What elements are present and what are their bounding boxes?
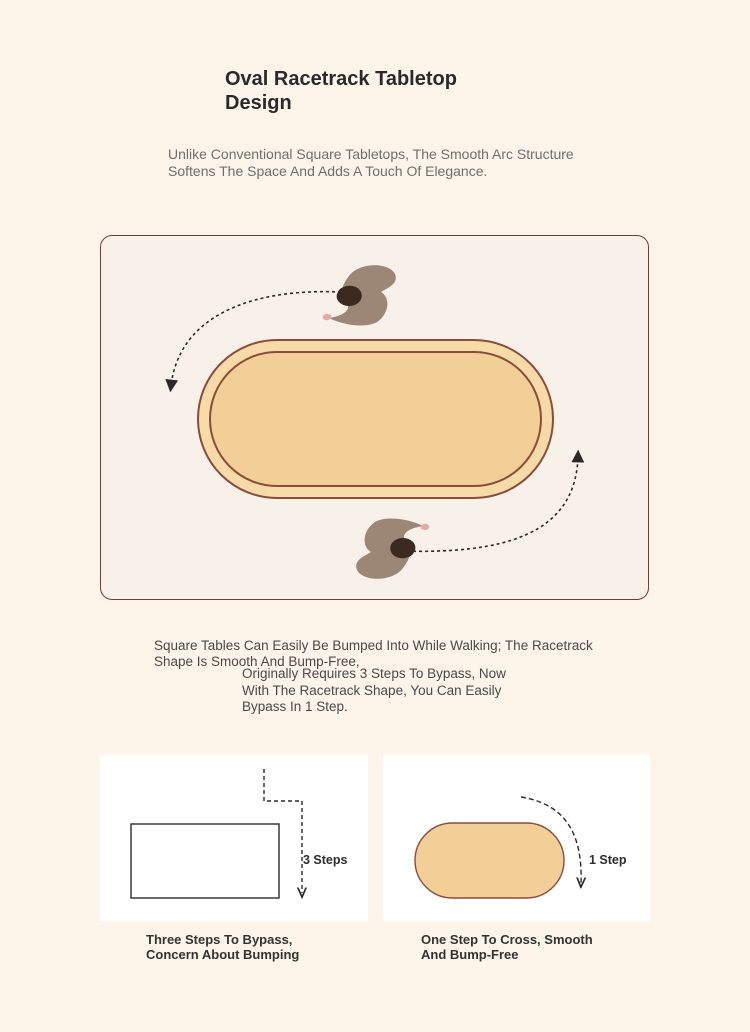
bump-free-caption: Square Tables Can Easily Be Bumped Into While Walking; The Racetrack Shape Is Smooth And Bump-Free, xyxy=(154,638,593,669)
oval-table-diagram xyxy=(383,755,650,921)
person-walking-bottom-icon xyxy=(356,519,429,579)
person-walking-top-icon xyxy=(323,265,396,325)
oval-table-small-icon xyxy=(415,823,564,898)
racetrack-illustration-panel xyxy=(100,235,649,600)
oval-card-caption: One Step To Cross, Smooth And Bump-Free xyxy=(421,932,593,962)
page-subtitle: Unlike Conventional Square Tabletops, The Smooth Arc Structure Softens The Space And Adds A Touch Of Elegance. xyxy=(168,146,574,179)
oval-table-icon xyxy=(198,340,553,498)
oval-table-card xyxy=(383,755,650,921)
square-table-card xyxy=(100,755,368,921)
square-card-caption: Three Steps To Bypass, Concern About Bumping xyxy=(146,932,300,962)
square-table-diagram xyxy=(100,755,368,921)
square-table-icon xyxy=(131,824,279,898)
racetrack-illustration xyxy=(101,236,650,601)
page-title: Oval Racetrack Tabletop Design xyxy=(225,68,457,114)
one-step-label: 1 Step xyxy=(589,853,627,867)
three-steps-label: 3 Steps xyxy=(303,853,348,867)
steps-caption: Originally Requires 3 Steps To Bypass, Now With The Racetrack Shape, You Can Easily Bypass In 1 Step. xyxy=(242,666,506,714)
